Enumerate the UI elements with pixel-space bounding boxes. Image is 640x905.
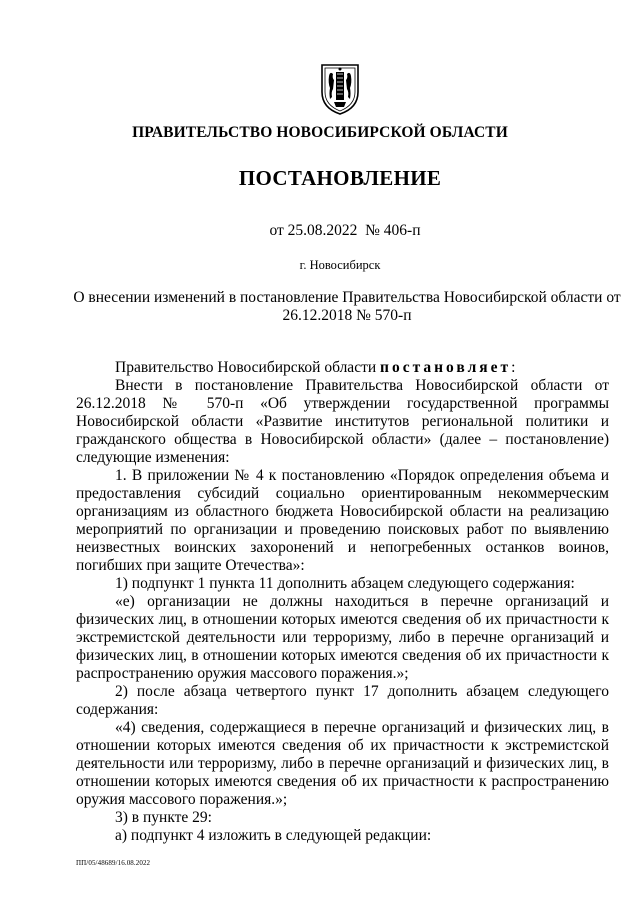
coat-of-arms-icon (318, 62, 362, 116)
paragraph-4: «е) организации не должны находиться в перечне организаций и физических лиц, в отношении которых имеются сведения об их причастности к экстремистской деятельности или терроризму, либо в перечне организаций и физических лиц, в отношении которых имеются сведения об их причастности к распространению оружия массового поражения.»; (76, 593, 609, 682)
document-body (76, 359, 609, 845)
paragraph-8: а) подпункт 4 изложить в следующей редакции: (115, 827, 432, 844)
resolves-word: постановляет (380, 359, 512, 376)
paragraph-7: 3) в пункте 29: (115, 809, 212, 826)
footer-code: ПП/05/48689/16.08.2022 (76, 859, 151, 867)
document-type: ПОСТАНОВЛЕНИЕ (238, 166, 442, 190)
paragraph-5: 2) после абзаца четвертого пункт 17 дополнить абзацем следующего содержания: (76, 683, 609, 718)
paragraph-1: Внести в постановление Правительства Новосибирской области от 26.12.2018 № 570-п «Об утверждении государственной программы Новосибирской области «Развитие институтов региональной политики и гражданского общества в Новосибирской области» (далее – постановление) следующие изменения: (76, 377, 609, 466)
intro-suffix: : (511, 359, 516, 376)
intro-paragraph (76, 359, 609, 377)
document-subject: О внесении изменений в постановление Правительства Новосибирской области от 26.12.2018 № 570-п (73, 289, 621, 324)
organization-name: ПРАВИТЕЛЬСТВО НОВОСИБИРСКОЙ ОБЛАСТИ (132, 124, 508, 141)
date-and-number: от 25.08.2022 № 406-п (269, 222, 421, 239)
paragraph-3: 1) подпункт 1 пункта 11 дополнить абзацем следующего содержания: (115, 575, 575, 592)
paragraph-6: «4) сведения, содержащиеся в перечне организаций и физических лиц, в отношении которых имеются сведения об их причастности к экстремистской деятельности или терроризму, либо в перечне организаций и физических лиц, в отношении которых имеются сведения об их причастности к распространению оружия массового поражения.»; (76, 719, 609, 808)
intro-prefix: Правительство Новосибирской области (115, 359, 381, 376)
city: г. Новосибирск (299, 258, 381, 272)
paragraph-2: 1. В приложении № 4 к постановлению «Порядок определения объема и предоставления субсидий социально ориентированным некоммерческим организациям из областного бюджета Новосибирской области на реализацию мероприятий по организации и проведению поисковых работ по выявлению неизвестных воинских захоронений и непогребенных останков воинов, погибших при защите Отечества»: (76, 467, 609, 574)
